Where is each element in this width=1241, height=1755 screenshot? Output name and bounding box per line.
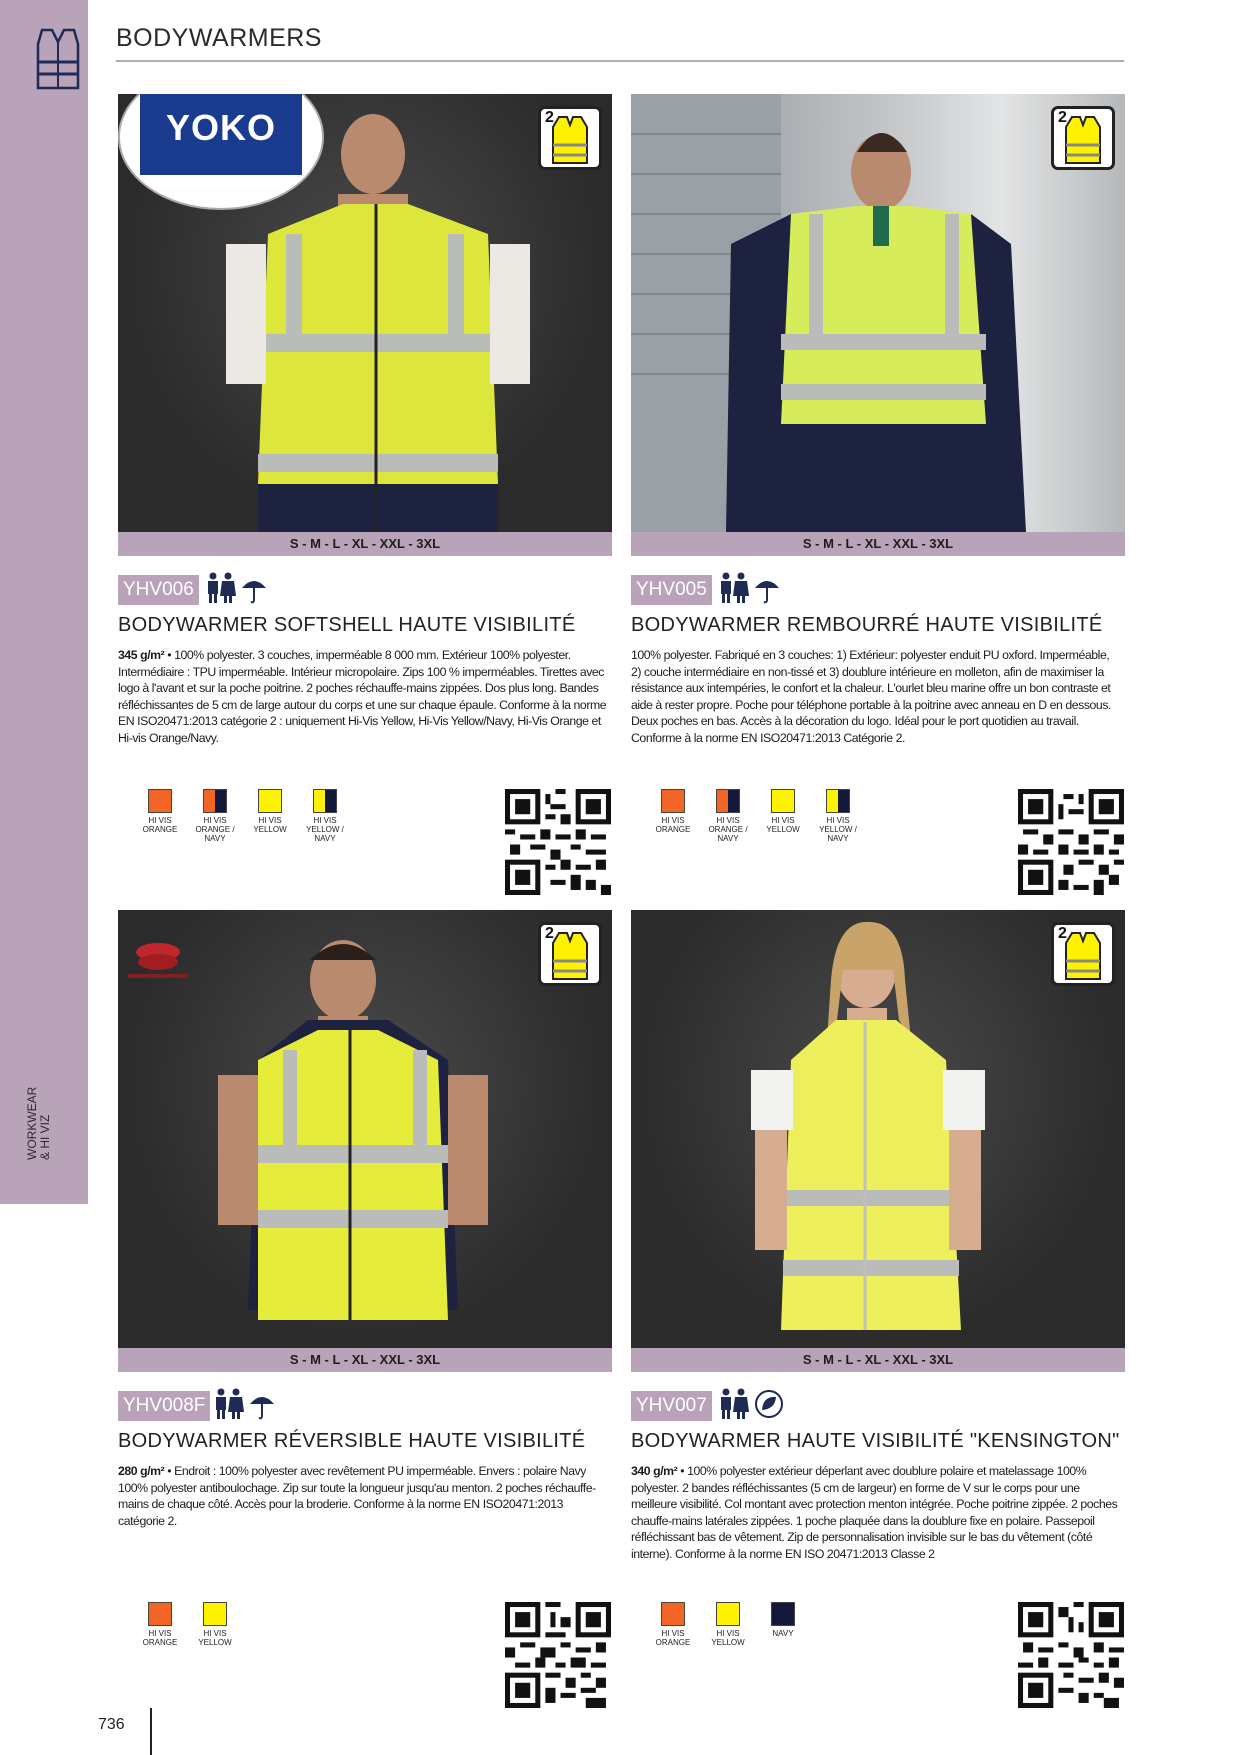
- product-name: BODYWARMER HAUTE VISIBILITÉ "KENSINGTON": [631, 1430, 1120, 1452]
- product-card-yhv005[interactable]: [631, 94, 1125, 904]
- hi-vis-class-number: 2: [545, 925, 554, 942]
- size-range: S - M - L - XL - XXL - 3XL: [118, 532, 612, 556]
- unisex-icon: [216, 1389, 244, 1420]
- product-description-text: • 100% polyester extérieur déperlant avec doublure polaire et matelassage 100% polyester. 2 bandes réfléchissantes (5 cm de largeur) en forme de V sur le corps pour une meilleure visibilité. Col montant avec protection menton intégrée. Poche poitrine zippée. 2 poches chauffe-mains latérales zippées. 1 poche plaquée dans la doublure fixe en polaire. Passepoil réfléchissant bas de vêtement. Zip de personnalisation invisible sur le bas du vêtement (côté interne). Conforme à la norme EN ISO 20471:2013 Classe 2: [631, 1464, 1118, 1561]
- product-name: BODYWARMER SOFTSHELL HAUTE VISIBILITÉ: [118, 614, 576, 636]
- color-swatch[interactable]: HI VIS ORANGE / NAVY: [187, 789, 243, 843]
- product-description: [631, 647, 1121, 747]
- page-number: 736: [98, 1716, 125, 1733]
- product-card-yhv007[interactable]: [631, 910, 1125, 1720]
- hi-vis-class-badge: [1051, 922, 1115, 986]
- product-reference: YHV006: [118, 575, 199, 605]
- color-swatch[interactable]: HI VIS YELLOW: [242, 789, 298, 834]
- waterproof-umbrella-icon: [755, 581, 779, 602]
- eco-leaf-icon: [756, 1391, 782, 1417]
- color-swatch[interactable]: HI VIS ORANGE: [132, 789, 188, 834]
- product-reference: YHV008F: [118, 1391, 210, 1421]
- color-swatch[interactable]: HI VIS YELLOW / NAVY: [297, 789, 353, 843]
- brand-lips-logo: [128, 943, 188, 978]
- unisex-icon: [721, 1389, 749, 1420]
- product-weight: 340 g/m²: [631, 1464, 678, 1478]
- product-description: [118, 647, 608, 747]
- qr-code[interactable]: [1018, 1602, 1124, 1708]
- size-range: S - M - L - XL - XXL - 3XL: [631, 532, 1125, 556]
- color-swatch[interactable]: HI VIS ORANGE: [645, 789, 701, 834]
- color-swatch[interactable]: HI VIS ORANGE / NAVY: [700, 789, 756, 843]
- product-description-text: • 100% polyester. 3 couches, imperméable 8 000 mm. Extérieur 100% polyester. Intermédiaire : TPU imperméable. Intérieur micropolaire. Zips 100 % imperméables. Tirettes avec logo à l'avant et sur la poche poitrine. 2 poches réchauffe-mains zippées. Dos plus long. Bandes réfléchissantes de 5 cm de large autour du corps et une sur chaque épaule. Conforme à la norme EN ISO20471:2013 catégorie 2 : uniquement Hi-Vis Yellow, Hi-Vis Yellow/Navy, Hi-Vis Orange et Hi-vis Orange/Navy.: [118, 648, 607, 745]
- color-swatch[interactable]: HI VIS ORANGE: [132, 1602, 188, 1647]
- product-photo: [118, 94, 612, 532]
- side-label-line1: WORKWEAR: [25, 1086, 39, 1160]
- color-swatch[interactable]: HI VIS YELLOW: [700, 1602, 756, 1647]
- vest-icon: [34, 26, 82, 92]
- hi-vis-class-badge: [538, 922, 602, 986]
- product-weight: 345 g/m²: [118, 648, 165, 662]
- product-photo: [631, 910, 1125, 1348]
- color-swatch[interactable]: HI VIS ORANGE: [645, 1602, 701, 1647]
- product-description: [631, 1463, 1121, 1563]
- waterproof-umbrella-icon: [250, 1397, 274, 1418]
- feature-icons: [717, 1388, 783, 1420]
- size-range: S - M - L - XL - XXL - 3XL: [118, 1348, 612, 1372]
- product-reference: YHV007: [631, 1391, 712, 1421]
- product-description-text: • Endroit : 100% polyester avec revêtement PU imperméable. Envers : polaire Navy 100% polyester antiboulochage. Zip sur toute la longueur jusqu'au menton. 2 poches réchauffe-mains de chaque côté. Accès pour la broderie. Conforme à la norme EN ISO20471:2013 catégorie 2.: [118, 1464, 596, 1528]
- waterproof-umbrella-icon: [242, 581, 266, 602]
- color-swatch[interactable]: HI VIS YELLOW / NAVY: [810, 789, 866, 843]
- hi-vis-class-number: 2: [545, 109, 554, 126]
- yoko-logo: YOKO: [140, 94, 302, 175]
- color-swatch[interactable]: HI VIS YELLOW: [755, 789, 811, 834]
- product-card-yhv006[interactable]: [118, 94, 612, 904]
- qr-code[interactable]: [505, 1602, 611, 1708]
- product-weight: 280 g/m²: [118, 1464, 165, 1478]
- page-title: BODYWARMERS: [116, 24, 322, 52]
- product-name: BODYWARMER REMBOURRÉ HAUTE VISIBILITÉ: [631, 614, 1103, 636]
- unisex-icon: [208, 573, 236, 604]
- size-range: S - M - L - XL - XXL - 3XL: [631, 1348, 1125, 1372]
- hi-vis-class-badge: [538, 106, 602, 170]
- unisex-icon: [721, 573, 749, 604]
- product-card-yhv008f[interactable]: [118, 910, 612, 1720]
- footer-divider: [150, 1708, 152, 1755]
- product-description: [118, 1463, 608, 1529]
- hi-vis-class-number: 2: [1058, 109, 1067, 126]
- hi-vis-class-number: 2: [1058, 925, 1067, 942]
- side-category-label: [26, 1040, 52, 1160]
- color-swatch[interactable]: HI VIS YELLOW: [187, 1602, 243, 1647]
- sidebar-tab: [0, 0, 88, 1204]
- feature-icons: [204, 572, 266, 604]
- product-photo: [631, 94, 1125, 532]
- product-photo: [118, 910, 612, 1348]
- feature-icons: [717, 572, 779, 604]
- product-description-text: 100% polyester. Fabriqué en 3 couches: 1) Extérieur: polyester enduit PU oxford. Imperméable, 2) couche intermédiaire en non-tissé et 3) doublure intérieure en molleton, afin de maximiser la résistance aux intempéries, le confort et la chaleur. L'ourlet bleu marine offre un bon contraste et aide à rester propre. Poche pour téléphone portable à la poitrine avec anneau en D en dessous. Deux poches en bas. Accès à la décoration du logo. Idéal pour le port quotidien au travail. Conforme à la norme EN ISO20471:2013 Catégorie 2.: [631, 648, 1111, 745]
- side-label-line2: & HI VIZ: [38, 1114, 52, 1160]
- hi-vis-class-badge: [1051, 106, 1115, 170]
- color-swatch[interactable]: NAVY: [755, 1602, 811, 1638]
- product-name: BODYWARMER RÉVERSIBLE HAUTE VISIBILITÉ: [118, 1430, 586, 1452]
- qr-code[interactable]: [1018, 789, 1124, 895]
- feature-icons: [212, 1388, 274, 1420]
- title-divider: [116, 60, 1124, 62]
- qr-code[interactable]: [505, 789, 611, 895]
- product-reference: YHV005: [631, 575, 712, 605]
